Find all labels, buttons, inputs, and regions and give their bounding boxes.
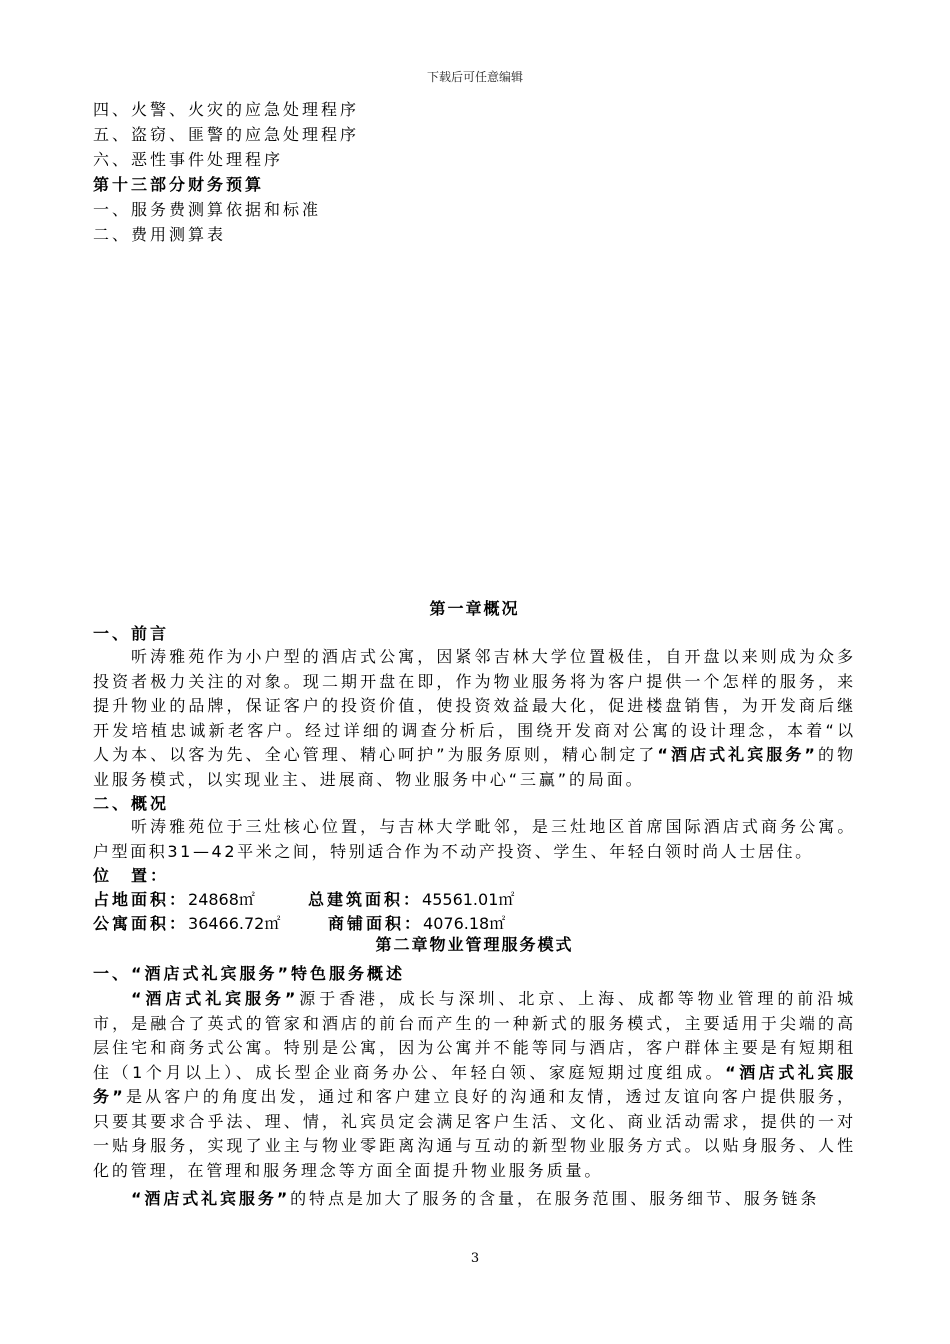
shop-area-label: 商铺面积： [328,914,424,933]
total-area-label: 总建筑面积： [308,890,423,909]
paragraph-service-overview [93,987,856,1183]
section-heading: 一、前言 [93,624,170,643]
apartment-area-value: 36466.72㎡ [188,914,281,933]
area-row-1 [93,888,856,912]
paragraph-preface [93,645,856,792]
toc-item: 六、恶性事件处理程序 [93,150,284,169]
section-heading: 二、概况 [93,794,170,813]
location-label: 位 置： [93,866,170,885]
bold-term: “酒店式礼宾服务” [93,1062,856,1106]
paragraph-text: 听涛雅苑作为小户型的酒店式公寓，因紧邻吉林大学位置极佳，自开盘以来则成为众多投资者极力关注的对象。现二期开盘在即，作为物业服务将为客户提供一个怎样的服务，来提升物业的品牌，保证客户的投资价值，使投资效益最大化，促进楼盘销售，为开发商后继开发培植忠诚新老客户。经过详细的调查分析后，围绕开发商对公寓的设计理念，本着“以人为本、以客为先、全心管理、精心呵护”为服务原则，精心制定了 [93,647,856,764]
bold-term: “酒店式礼宾服务” [131,989,299,1008]
paragraph-service-features [93,1187,856,1212]
page-header: 下载后可任意编辑 [426,70,523,84]
total-area-value: 45561.01㎡ [422,890,515,909]
paragraph-text: 源于香港，成长与深圳、北京、上海、成都等物业管理的前沿城市，是融合了英式的管家和酒店的前台而产生的一种新式的服务模式，主要适用于尖端的高层住宅和商务式公寓。特别是公寓，因为公寓并不能等同与酒店，客户群体主要是有短期租住（1个月以上）、成长型企业商务办公、年轻白领、家庭短期过度组成。 [93,989,856,1082]
location-row [93,864,856,888]
paragraph-text: 的物业服务模式，以实现业主、进展商、物业服务中心“三赢”的局面。 [93,745,856,789]
shop-area-value: 4076.18㎡ [423,914,506,933]
paragraph-overview: 听涛雅苑位于三灶核心位置，与吉林大学毗邻，是三灶地区首席国际酒店式商务公寓。户型面积31—42平米之间，特别适合作为不动产投资、学生、年轻白领时尚人士居住。 [93,817,856,861]
table-of-contents [93,97,873,247]
toc-section-heading: 第十三部分财务预算 [93,175,265,194]
section-heading: 一、“酒店式礼宾服务”特色服务概述 [93,964,406,983]
apartment-area-label: 公寓面积： [93,914,189,933]
paragraph-text: 的特点是加大了服务的含量，在服务范围、服务细节、服务链条 [290,1189,820,1208]
land-area-value: 24868㎡ [188,890,255,909]
bold-term: “酒店式礼宾服务” [131,1189,291,1208]
chapter-title: 第二章物业管理服务模式 [375,935,574,954]
toc-item: 五、盗窃、匪警的应急处理程序 [93,125,360,144]
page-number: 3 [470,1251,480,1266]
toc-item: 四、火警、火灾的应急处理程序 [93,100,360,119]
main-content [93,596,856,1212]
toc-item: 二、费用测算表 [93,225,227,244]
toc-item: 一、服务费测算依据和标准 [93,200,322,219]
paragraph-text: 是从客户的角度出发，通过和客户建立良好的沟通和友情，透过友谊向客户提供服务，只要其要求合乎法、理、情，礼宾员定会满足客户生活、文化、商业活动需求，提供的一对一贴身服务，实现了业主与物业零距离沟通与互动的新型物业服务方式。以贴身服务、人性化的管理，在管理和服务理念等方面全面提升物业服务质量。 [93,1087,856,1180]
land-area-label: 占地面积： [93,890,189,909]
bold-term: “酒店式礼宾服务” [657,745,818,764]
chapter-title: 第一章概况 [429,599,520,618]
